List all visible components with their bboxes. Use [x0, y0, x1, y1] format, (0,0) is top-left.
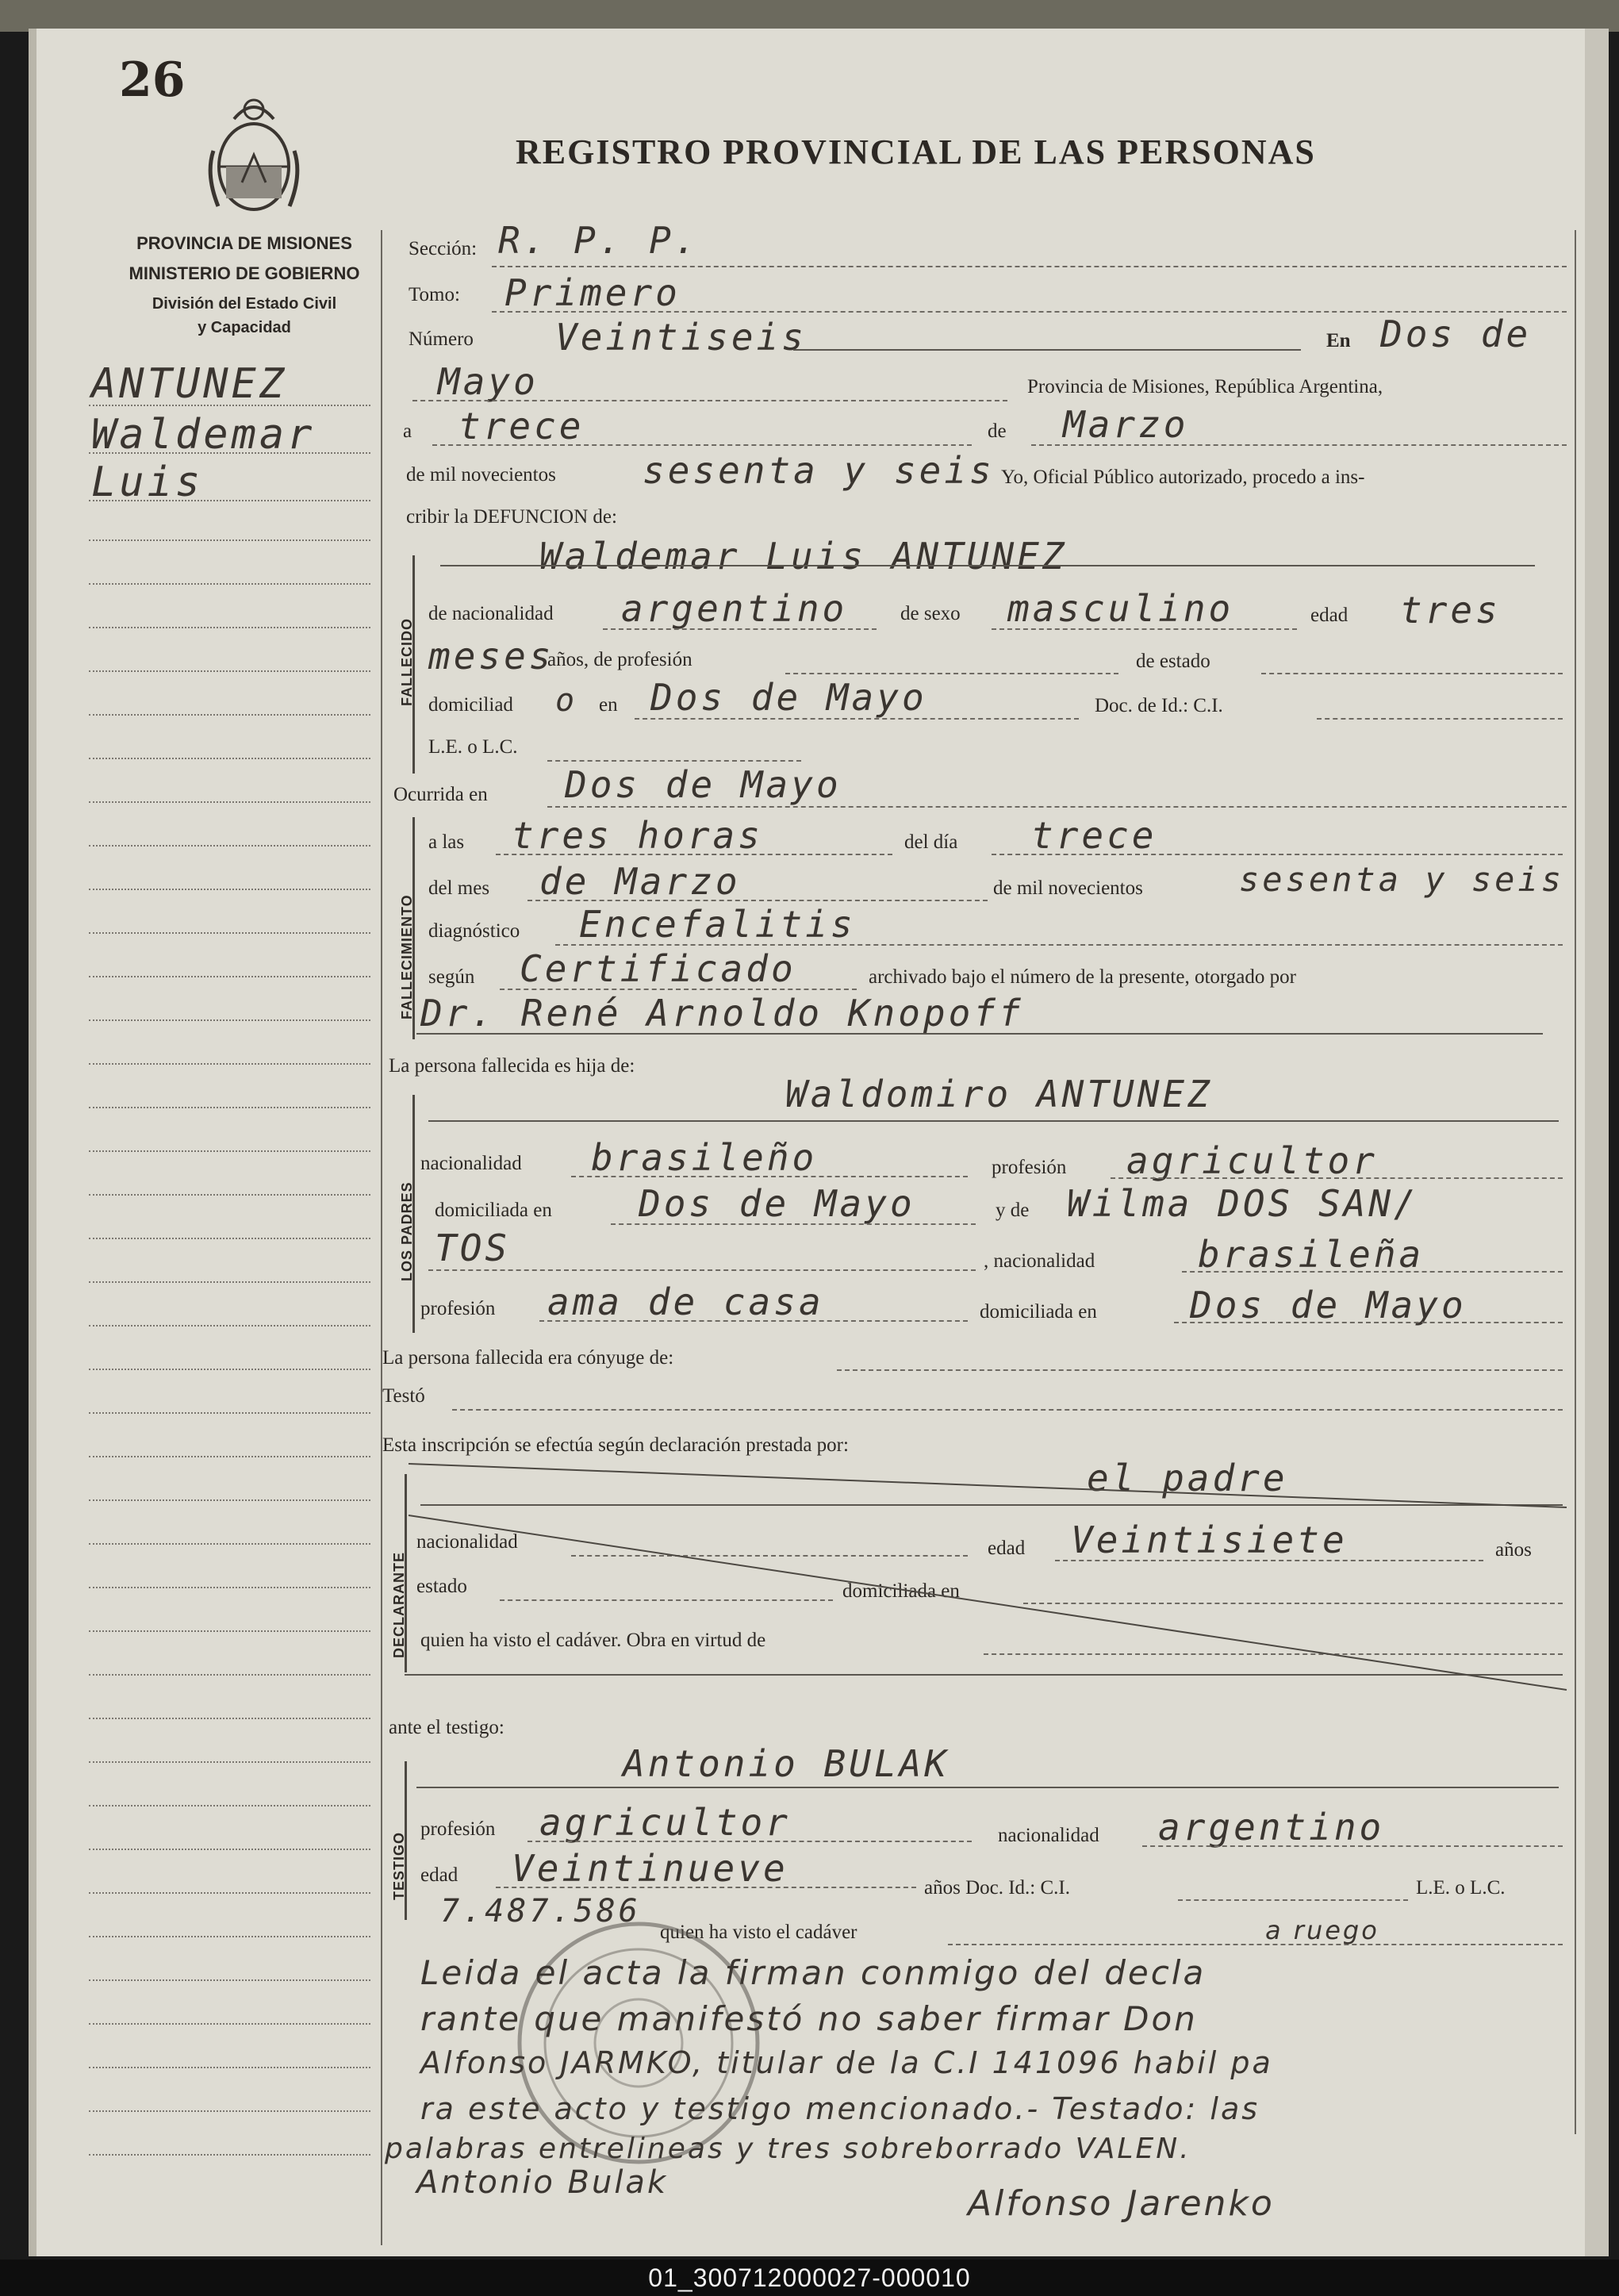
signature-testigo: Antonio Bulak [416, 2164, 669, 2201]
note-line-1: Leida el acta la firman conmigo del decla [420, 1953, 1207, 1992]
issuer-line-3: División del Estado Civil [152, 295, 337, 313]
value-nacionalidad: argentino [621, 587, 848, 630]
label-en: En [1326, 330, 1351, 351]
label-sexo: de sexo [900, 603, 961, 624]
value-de-mes: Marzo [1063, 403, 1189, 446]
value-numero: Veintiseis [555, 316, 807, 359]
value-madre-nombre-2: TOS [435, 1227, 511, 1269]
label-edad: edad [1310, 605, 1349, 626]
label-testigo-edad: edad [420, 1864, 458, 1886]
value-anio: sesenta y seis [643, 449, 995, 492]
value-seccion: R. P. P. [498, 219, 700, 262]
label-tomo: Tomo: [409, 284, 460, 305]
value-tomo: Primero [504, 271, 681, 314]
value-del-mes: de Marzo [539, 860, 741, 903]
margin-first-name: Waldemar [91, 411, 316, 459]
note-line-3: Alfonso JARMKO, titular de la C.I 141096 habil pa [420, 2045, 1273, 2080]
page-right-edge [1585, 29, 1609, 2256]
label-de-mil: de mil novecientos [406, 464, 556, 486]
margin-middle-name: Luis [91, 459, 204, 506]
value-diagnostico: Encefalitis [579, 903, 856, 946]
label-diagnostico: diagnóstico [428, 920, 520, 942]
value-domicilio: Dos de Mayo [650, 676, 927, 719]
value-testigo-nacionalidad: argentino [1158, 1806, 1385, 1849]
note-line-5: palabras entrelineas y tres sobreborrado VALEN. [385, 2133, 1191, 2165]
value-testigo-profesion: agricultor [539, 1801, 791, 1844]
label-declarante-anos: años [1495, 1539, 1532, 1561]
value-declarante-edad: Veintisiete [1071, 1519, 1348, 1561]
label-testigo-nacionalidad: nacionalidad [998, 1825, 1099, 1846]
label-domiciliad: domiciliad [428, 694, 513, 716]
label-hija-de: La persona fallecida es hija de: [389, 1055, 635, 1077]
label-seccion: Sección: [409, 238, 478, 259]
value-domiciliado-suffix: o [555, 682, 578, 719]
note-line-4: ra este acto y testigo mencionado.- Testado: las [420, 2091, 1260, 2126]
label-ante-testigo: ante el testigo: [389, 1717, 504, 1738]
value-edad-unidad: meses [428, 635, 554, 678]
signature-oficial: Alfonso Jarenko [968, 2183, 1275, 2224]
margin-surname: ANTUNEZ [91, 360, 288, 408]
label-declarante-nacionalidad: nacionalidad [416, 1531, 518, 1553]
value-a-las: tres horas [512, 814, 763, 857]
value-madre-nacionalidad: brasileña [1198, 1233, 1425, 1276]
strike-lines [401, 1460, 1571, 1698]
label-declarante-domiciliada: domiciliada en [842, 1580, 960, 1602]
label-declarante-estado: estado [416, 1576, 467, 1597]
label-inscripcion: Esta inscripción se efectúa según declaración prestada por: [382, 1434, 849, 1456]
label-archivado: archivado bajo el número de la presente, otorgado por [869, 966, 1296, 988]
right-border [1575, 230, 1576, 2134]
page-number: 26 [119, 52, 186, 108]
issuer-line-4: y Capacidad [198, 319, 291, 336]
value-fallecido-nombre: Waldemar Luis ANTUNEZ [539, 535, 1068, 578]
label-padre-domiciliada: domiciliada en [435, 1200, 552, 1221]
issuer-line-1: PROVINCIA DE MISIONES [136, 233, 352, 253]
value-a-dia: trece [458, 405, 585, 447]
label-anos-profesion: años, de profesión [547, 649, 692, 670]
section-label-padres: LOS PADRES [399, 1181, 415, 1281]
section-label-declarante: DECLARANTE [391, 1552, 407, 1658]
issuer-line-2: MINISTERIO DE GOBIERNO [129, 263, 360, 283]
label-ocurrida-en: Ocurrida en [393, 784, 488, 805]
label-testigo-profesion: profesión [420, 1818, 496, 1840]
label-le-lc: L.E. o L.C. [428, 736, 518, 758]
section-label-testigo: TESTIGO [391, 1831, 407, 1900]
label-y-de: y de [996, 1200, 1030, 1221]
label-declarante-edad: edad [988, 1538, 1026, 1559]
label-segun: según [428, 966, 475, 988]
image-caption: 01_300712000027-000010 [0, 2260, 1619, 2296]
value-anio2: sesenta y seis [1239, 860, 1565, 899]
value-padre-nombre: Waldomiro ANTUNEZ [785, 1073, 1213, 1115]
label-declarante-visto: quien ha visto el cadáver. Obra en virtud de [420, 1630, 766, 1651]
value-testigo-ci: 7.487.586 [440, 1893, 641, 1929]
label-doc-id: Doc. de Id.: C.I. [1095, 695, 1223, 716]
label-madre-profesion: profesión [420, 1298, 496, 1319]
value-en-continued: Mayo [438, 360, 539, 403]
label-madre-domiciliada: domiciliada en [980, 1301, 1097, 1323]
value-padre-nacionalidad: brasileño [591, 1136, 818, 1179]
label-de: de [988, 420, 1007, 442]
value-sexo: masculino [1007, 587, 1234, 630]
label-padre-profesion: profesión [992, 1157, 1067, 1178]
value-otorgado-por: Dr. René Arnoldo Knopoff [420, 992, 1024, 1035]
section-label-fallecimiento: FALLECIMIENTO [399, 894, 415, 1019]
value-madre-nombre-1: Wilma DOS SAN/ [1067, 1182, 1419, 1225]
label-a-las: a las [428, 831, 465, 853]
document-title: REGISTRO PROVINCIAL DE LAS PERSONAS [516, 132, 1316, 171]
value-edad: tres [1400, 589, 1501, 632]
value-en: Dos de [1380, 313, 1532, 355]
label-testigo-anos-doc: años Doc. Id.: C.I. [924, 1877, 1070, 1899]
value-madre-profesion: ama de casa [547, 1280, 824, 1323]
label-del-dia: del día [904, 831, 958, 853]
value-padre-profesion: agricultor [1126, 1139, 1378, 1182]
label-de-estado: de estado [1136, 651, 1210, 672]
margin-separator [381, 230, 382, 2245]
value-testigo-nombre: Antonio BULAK [623, 1742, 950, 1785]
label-provincia: Provincia de Misiones, República Argentina, [1027, 376, 1383, 397]
label-testo: Testó [382, 1385, 425, 1407]
label-en-domicilio: en [599, 694, 618, 716]
label-numero: Número [409, 328, 474, 350]
label-a: a [403, 420, 412, 442]
label-padre-nacionalidad: nacionalidad [420, 1153, 522, 1174]
label-de-mil2: de mil novecientos [993, 877, 1143, 899]
book-binding-edge [0, 0, 1619, 32]
label-yo-oficial: Yo, Oficial Público autorizado, procedo a ins- [1001, 466, 1365, 488]
label-cribir: cribir la DEFUNCION de: [406, 506, 617, 528]
label-madre-nacionalidad: , nacionalidad [984, 1250, 1095, 1272]
value-ocurrida-en: Dos de Mayo [565, 763, 842, 806]
value-del-dia: trece [1031, 814, 1157, 857]
section-label-fallecido: FALLECIDO [399, 618, 415, 706]
value-segun: Certificado [520, 947, 796, 990]
label-testigo-le-lc: L.E. o L.C. [1416, 1877, 1506, 1899]
issuer-block [94, 228, 395, 343]
value-testigo-edad: Veintinueve [512, 1847, 788, 1890]
value-madre-domicilio: Dos de Mayo [1190, 1284, 1467, 1327]
value-declarante: el padre [1087, 1457, 1288, 1499]
note-line-2: rante que manifestó no saber firmar Don [420, 1999, 1198, 2038]
note-a-ruego: a ruego [1265, 1915, 1379, 1945]
label-testigo-visto: quien ha visto el cadáver [660, 1922, 857, 1943]
label-de-nacionalidad: de nacionalidad [428, 603, 554, 624]
label-conyuge: La persona fallecida era cónyuge de: [382, 1347, 674, 1369]
value-padre-domicilio: Dos de Mayo [639, 1182, 915, 1225]
label-del-mes: del mes [428, 877, 490, 899]
coat-of-arms-icon [202, 87, 305, 222]
